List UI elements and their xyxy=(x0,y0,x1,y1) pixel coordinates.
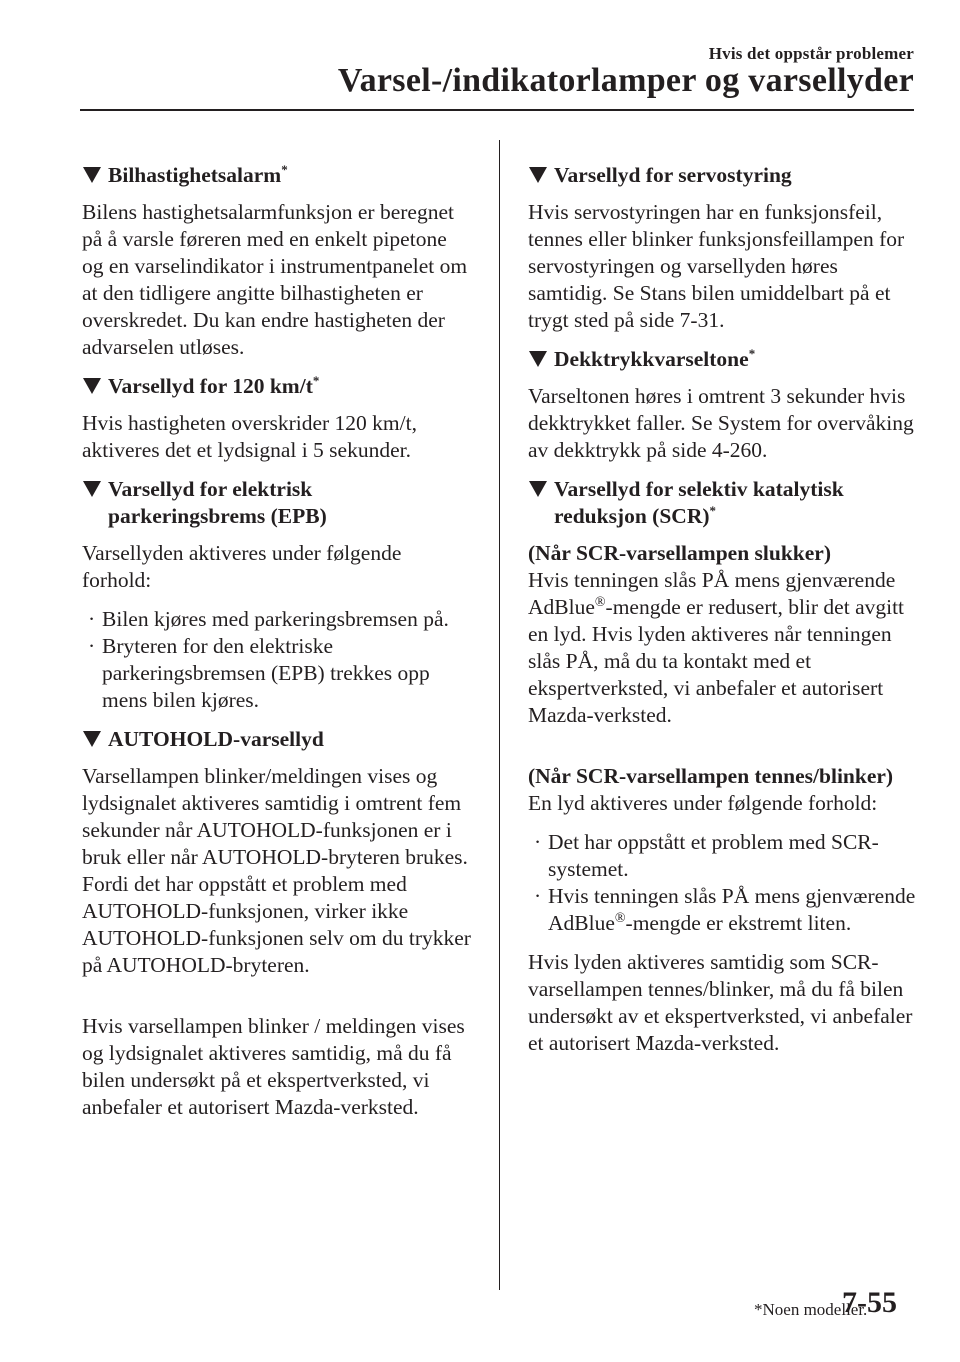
triangle-bullet-icon xyxy=(82,726,102,748)
footnote-star: * xyxy=(709,502,717,518)
section-heading xyxy=(82,476,472,530)
subheading: (Når SCR-varsellampen tennes/blinker) xyxy=(528,764,894,788)
left-column xyxy=(82,162,472,1133)
section-tire-pressure xyxy=(528,346,918,464)
heading-text: Dekktrykkvarseltone xyxy=(554,347,749,371)
footnote: *Noen modeller. xyxy=(754,1300,868,1319)
section-epb xyxy=(82,476,472,714)
page-title: Varsel-/indikatorlamper og varsellyder xyxy=(337,62,914,99)
triangle-bullet-icon xyxy=(82,476,102,498)
section-heading xyxy=(82,726,472,753)
footnote-star: * xyxy=(748,345,756,361)
triangle-bullet-icon xyxy=(528,476,548,498)
heading-text: Varsellyd for elektrisk parkeringsbrems (EPB) xyxy=(108,477,327,528)
bullet-list xyxy=(82,606,472,714)
triangle-bullet-icon xyxy=(528,162,548,184)
heading-text: Varsellyd for servostyring xyxy=(554,163,792,187)
section-speed-alarm xyxy=(82,162,472,361)
subheading: (Når SCR-varsellampen slukker) xyxy=(528,541,831,565)
heading-text: Varsellyd for 120 km/t xyxy=(108,374,313,398)
heading-text: AUTOHOLD-varsellyd xyxy=(108,727,324,751)
header-rule xyxy=(80,109,914,111)
section-body: Varsellyden aktiveres under følgende forhold: xyxy=(82,541,402,592)
section-body: Varseltonen høres i omtrent 3 sekunder hvis dekktrykket faller. Se System for overvåking av dekktrykk på side 4-260. xyxy=(528,384,914,462)
section-heading xyxy=(528,162,918,189)
section-body: Hvis lyden aktiveres samtidig som SCR-varsellampen tennes/blinker, må du få bilen undersøkt av et ekspertverksted, vi anbefaler et autorisert Mazda-verksted. xyxy=(528,950,913,1055)
triangle-bullet-icon xyxy=(82,162,102,184)
list-item: · Bryteren for den elektriske parkeringsbremsen (EPB) trekkes opp mens bilen kjøres. xyxy=(88,634,430,712)
section-heading xyxy=(82,162,472,189)
triangle-bullet-icon xyxy=(82,373,102,395)
list-item: · Hvis tenningen slås PÅ mens gjenværende AdBlue®-mengde er ekstremt liten. xyxy=(534,884,916,935)
section-autohold xyxy=(82,726,472,1121)
bullet-list xyxy=(528,829,918,937)
heading-text: Bilhastighetsalarm xyxy=(108,163,282,187)
scr-on-block: (Når SCR-varsellampen tennes/blinker) En lyd aktiveres under følgende forhold: xyxy=(528,764,894,815)
section-body: Varsellampen blinker/meldingen vises og lydsignalet aktiveres samtidig i omtrent fem sekunder når AUTOHOLD-funksjonen er i bruk eller når AUTOHOLD-bryteren brukes. Fordi det har oppstått et problem med AUTOHOLD-funksjonen, virker ikke AUTOHOLD-funksjonen selv om du trykker på AUTOHOLD-bryteren. xyxy=(82,764,471,977)
scr-off-block: (Når SCR-varsellampen slukker) Hvis tenningen slås PÅ mens gjenværende AdBlue®-mengde er redusert, blir det avgitt en lyd. Hvis lyden aktiveres når tenningen slås PÅ, må du ta kontakt med et ekspertverksted, vi anbefaler et autorisert Mazda-verksted. xyxy=(528,541,905,727)
list-item: · Det har oppstått et problem med SCR-systemet. xyxy=(534,830,879,881)
list-item: · Bilen kjøres med parkeringsbremsen på. xyxy=(88,607,449,631)
section-body: Hvis hastigheten overskrider 120 km/t, aktiveres det et lydsignal i 5 sekunder. xyxy=(82,411,417,462)
section-heading xyxy=(82,373,472,400)
page-number: 7-55 xyxy=(842,1286,897,1319)
registered-mark: ® xyxy=(594,594,606,610)
section-body: Hvis varsellampen blinker / meldingen vises og lydsignalet aktiveres samtidig, må du få bilen undersøkt på et ekspertverksted, vi anbefaler et autorisert Mazda-verksted. xyxy=(82,1014,465,1119)
triangle-bullet-icon xyxy=(528,346,548,368)
section-body: Hvis servostyringen har en funksjonsfeil, tennes eller blinker funksjonsfeillampen for servostyringen og varsellyden høres samtidig. Se Stans bilen umiddelbart på et trygt sted på side 7-31. xyxy=(528,200,905,332)
chapter-label: Hvis det oppstår problemer xyxy=(708,44,914,63)
section-heading xyxy=(528,346,918,373)
section-body: Bilens hastighetsalarmfunksjon er beregnet på å varsle føreren med en enkelt pipetone og en varselindikator i instrumentpanelet om at den tidligere angitte bilhastigheten er overskredet. Du kan endre hastigheten der advarselen utløses. xyxy=(82,200,468,359)
section-scr xyxy=(528,476,918,1057)
footnote-star: * xyxy=(281,161,288,177)
section-120kmh xyxy=(82,373,472,464)
right-column xyxy=(528,162,918,1069)
section-power-steering xyxy=(528,162,918,334)
heading-text: Varsellyd for selektiv katalytisk reduksjon (SCR) xyxy=(554,477,844,528)
footnote-star: * xyxy=(312,372,320,388)
column-divider xyxy=(499,140,500,1290)
registered-mark: ® xyxy=(614,910,626,926)
section-heading xyxy=(528,476,918,530)
